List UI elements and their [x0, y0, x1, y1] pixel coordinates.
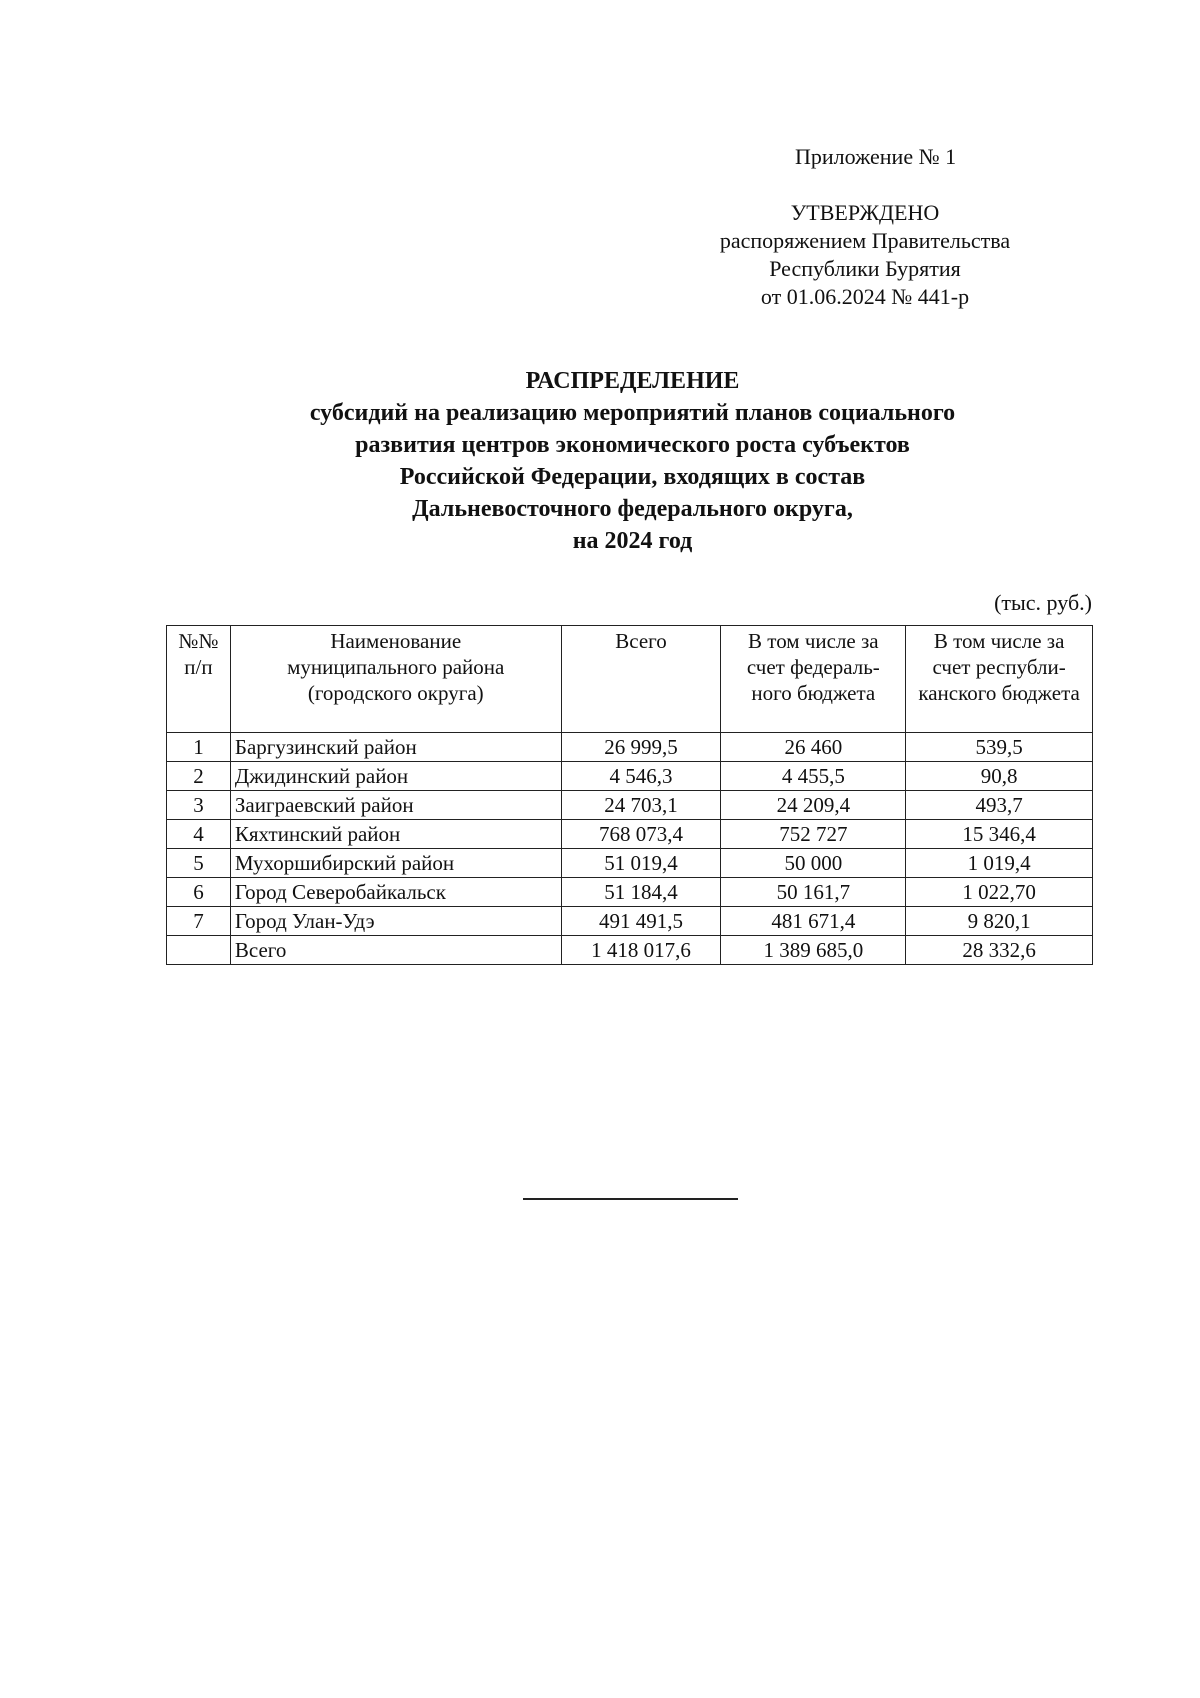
table-row — [167, 762, 1093, 791]
cell-num — [167, 936, 231, 965]
header-line: №№ — [178, 629, 219, 653]
cell-federal: 50 161,7 — [721, 878, 906, 907]
title-line: на 2024 год — [572, 528, 693, 554]
cell-name: Мухоршибирский район — [230, 849, 561, 878]
header-federal — [721, 626, 906, 733]
cell-name: Баргузинский район — [230, 733, 561, 762]
header-total — [561, 626, 721, 733]
header-line: счет республи- — [932, 655, 1066, 679]
cell-name: Джидинский район — [230, 762, 561, 791]
table-row — [167, 791, 1093, 820]
header-line: п/п — [184, 655, 213, 679]
cell-name: Кяхтинский район — [230, 820, 561, 849]
title-line: Российской Федерации, входящих в состав — [399, 464, 866, 490]
cell-republic: 15 346,4 — [906, 820, 1093, 849]
cell-federal: 1 389 685,0 — [721, 936, 906, 965]
end-divider — [523, 1198, 738, 1200]
cell-republic: 90,8 — [906, 762, 1093, 791]
cell-republic: 1 019,4 — [906, 849, 1093, 878]
cell-num: 3 — [167, 791, 231, 820]
cell-federal: 50 000 — [721, 849, 906, 878]
cell-republic: 493,7 — [906, 791, 1093, 820]
cell-total: 491 491,5 — [561, 907, 721, 936]
cell-total: 26 999,5 — [561, 733, 721, 762]
header-line: В том числе за — [933, 629, 1065, 653]
approval-block — [700, 199, 1030, 311]
cell-total: 1 418 017,6 — [561, 936, 721, 965]
header-line: канского бюджета — [918, 681, 1080, 705]
cell-federal: 4 455,5 — [721, 762, 906, 791]
header-line: ного бюджета — [751, 681, 876, 705]
cell-num: 5 — [167, 849, 231, 878]
cell-republic: 9 820,1 — [906, 907, 1093, 936]
cell-name: Город Северобайкальск — [230, 878, 561, 907]
title-line: развития центров экономического роста субъектов — [355, 432, 910, 458]
appendix-label: Приложение № 1 — [795, 144, 957, 169]
cell-total: 768 073,4 — [561, 820, 721, 849]
cell-name: Заиграевский район — [230, 791, 561, 820]
header-line: Наименование — [330, 629, 462, 653]
header-name — [230, 626, 561, 733]
cell-federal: 752 727 — [721, 820, 906, 849]
header-num — [167, 626, 231, 733]
approval-date-line: от 01.06.2024 № 441-р — [760, 284, 970, 309]
cell-num: 7 — [167, 907, 231, 936]
approval-line: распоряжением Правительства — [719, 228, 1011, 253]
table-total-row — [167, 936, 1093, 965]
cell-federal: 481 671,4 — [721, 907, 906, 936]
header-line: Всего — [615, 629, 667, 653]
cell-num: 6 — [167, 878, 231, 907]
cell-federal: 26 460 — [721, 733, 906, 762]
cell-total: 24 703,1 — [561, 791, 721, 820]
table-row — [167, 820, 1093, 849]
document-title — [160, 365, 1105, 557]
header-line: (городского округа) — [307, 681, 484, 705]
cell-total: 51 019,4 — [561, 849, 721, 878]
cell-num: 4 — [167, 820, 231, 849]
title-line: субсидий на реализацию мероприятий планов социального — [309, 400, 956, 426]
cell-num: 2 — [167, 762, 231, 791]
table-row — [167, 878, 1093, 907]
header-line: В том числе за — [748, 629, 879, 653]
units-label: (тыс. руб.) — [994, 590, 1092, 615]
table-header-row — [167, 626, 1093, 733]
header-republic — [906, 626, 1093, 733]
cell-republic: 1 022,70 — [906, 878, 1093, 907]
approval-line: Республики Бурятия — [769, 256, 961, 281]
table-row — [167, 849, 1093, 878]
subsidy-table — [166, 625, 1093, 965]
approval-line: УТВЕРЖДЕНО — [790, 200, 940, 225]
cell-republic: 539,5 — [906, 733, 1093, 762]
title-line: Дальневосточного федерального округа, — [412, 496, 853, 522]
table-row — [167, 907, 1093, 936]
cell-num: 1 — [167, 733, 231, 762]
cell-total: 51 184,4 — [561, 878, 721, 907]
table-row — [167, 733, 1093, 762]
cell-republic: 28 332,6 — [906, 936, 1093, 965]
header-line: счет федераль- — [746, 655, 880, 679]
cell-name: Город Улан-Удэ — [230, 907, 561, 936]
header-line: муниципального района — [287, 655, 505, 679]
cell-name: Всего — [230, 936, 561, 965]
title-line: РАСПРЕДЕЛЕНИЕ — [525, 368, 740, 394]
cell-federal: 24 209,4 — [721, 791, 906, 820]
cell-total: 4 546,3 — [561, 762, 721, 791]
